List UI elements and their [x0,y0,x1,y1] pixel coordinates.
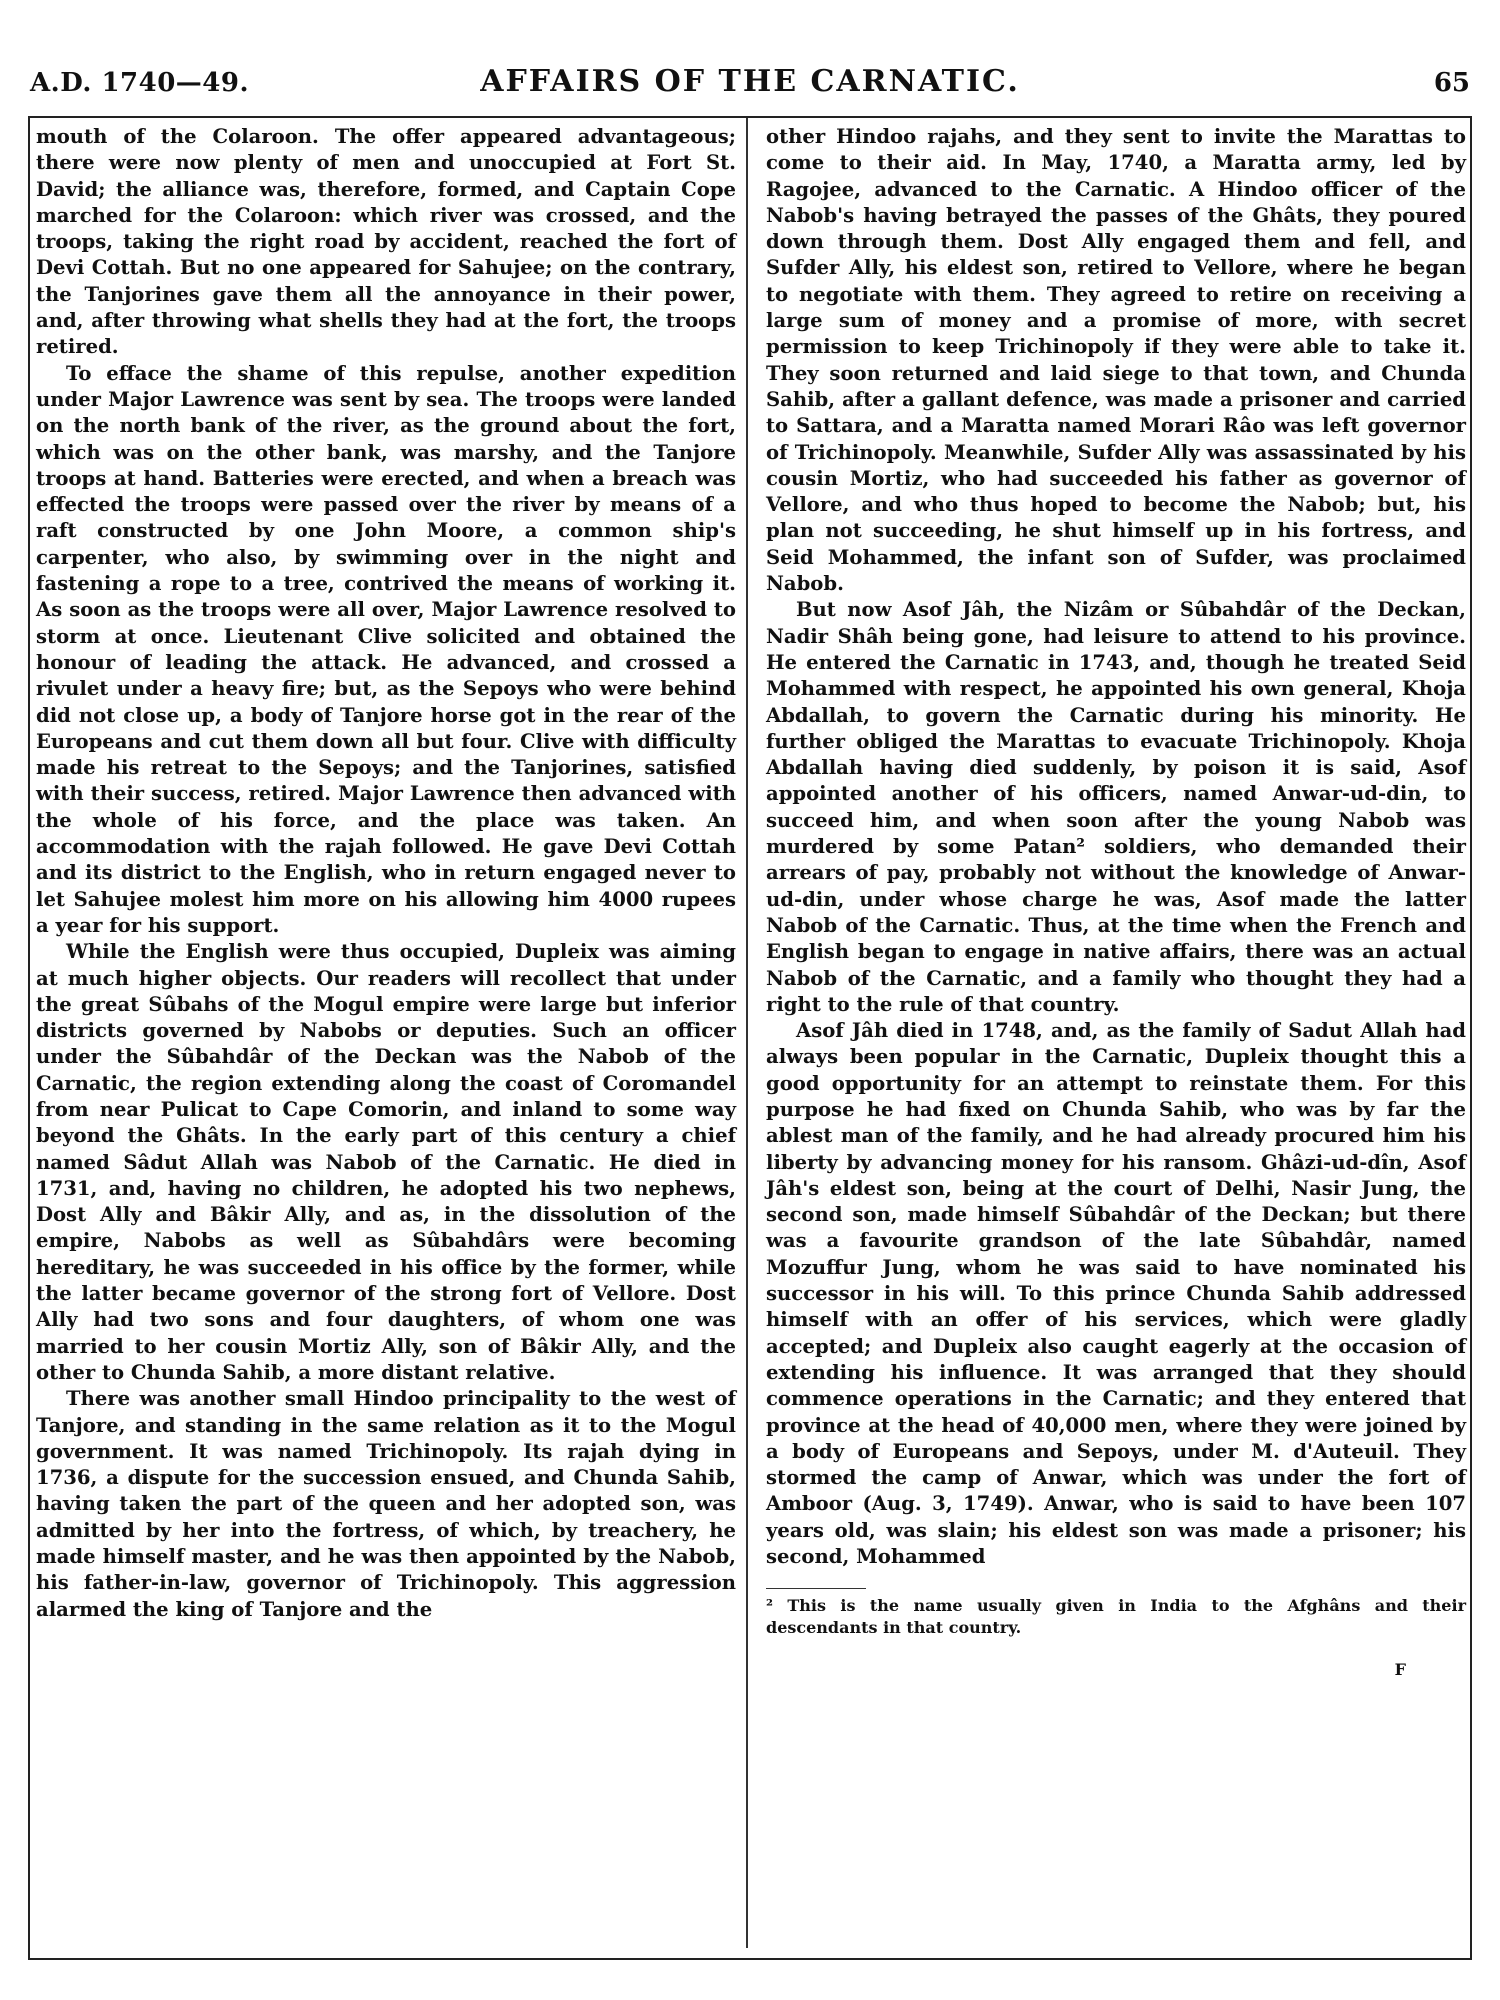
page-number: 65 [1433,68,1470,98]
right-column [766,124,1466,1684]
paragraph: But now Asof Jâh, the Nizâm or Sûbahdâr of the Deckan, Nadir Shâh being gone, had leisure to attend to his province. He entered the Carnatic in 1743, and, though he treated Seid Mohammed with respect, he appointed his own general, Khoja Abdallah, to govern the Carnatic during his minority. He further obliged the Marattas to evacuate Trichinopoly. Khoja Abdallah having died suddenly, by poison it is said, Asof appointed another of his officers, named Anwar-ud-din, to succeed him, and when soon after the young Nabob was murdered by some Patan² soldiers, who demanded their arrears of pay, probably not without the knowledge of Anwar-ud-din, under whose charge he was, Asof made the latter Nabob of the Carnatic. Thus, at the time when the French and English began to engage in native affairs, there was an actual Nabob of the Carnatic, and a family who thought they had a right to the rule of that country. [766,598,1466,1016]
column-divider [746,118,748,1948]
paragraph: There was another small Hindoo principality to the west of Tanjore, and standing in the same relation as it to the Mogul government. It was named Trichinopoly. Its rajah dying in 1736, a dispute for the succession ensued, and Chunda Sahib, having taken the part of the queen and her adopted son, was admitted by her into the fortress, of which, by treachery, he made himself master, and he was then appointed by the Nabob, his father-in-law, governor of Trichinopoly. This aggression alarmed the king of Tanjore and the [36,1387,736,1621]
signature-mark: F [1394,1660,1406,1680]
running-header [30,60,1470,110]
footnote-rule [766,1588,866,1589]
paragraph: other Hindoo rajahs, and they sent to invite the Marattas to come to their aid. In May, 1740, a Maratta army, led by Ragojee, advanced to the Carnatic. A Hindoo officer of the Nabob's having betrayed the passes of the Ghâts, they poured down through them. Dost Ally engaged them and fell, and Sufder Ally, his eldest son, retired to Vellore, where he began to negotiate with them. They agreed to retire on receiving a large sum of money and a promise of more, with secret permission to keep Trichinopoly if they were able to take it. They soon returned and laid siege to that town, and Chunda Sahib, after a gallant defence, was made a prisoner and carried to Sattara, and a Maratta named Morari Râo was left governor of Trichinopoly. Meanwhile, Sufder Ally was assassinated by his cousin Mortiz, who had succeeded his father as governor of Vellore, and who thus hoped to become the Nabob; but, his plan not succeeding, he shut himself up in his fortress, and Seid Mohammed, the infant son of Sufder, was proclaimed Nabob. [766,125,1466,596]
header-title: AFFAIRS OF THE CARNATIC. [480,64,1020,99]
paragraph: Asof Jâh died in 1748, and, as the family of Sadut Allah had always been popular in the Carnatic, Dupleix thought this a good opportunity for an attempt to reinstate them. For this purpose he had fixed on Chunda Sahib, who was by far the ablest man of the family, and he had already procured him his liberty by advancing money for his ransom. Ghâzi-ud-dîn, Asof Jâh's eldest son, being at the court of Delhi, Nasir Jung, the second son, made himself Sûbahdâr of the Deckan; but there was a favourite grandson of the late Sûbahdâr, named Mozuffur Jung, whom he was said to have nominated his successor in his will. To this prince Chunda Sahib addressed himself with an offer of his services, which were gladly accepted; and Dupleix also caught eagerly at the occasion of extending his influence. It was arranged that they should commence operations in the Carnatic; and they entered that province at the head of 40,000 men, where they were joined by a body of Europeans and Sepoys, under M. d'Auteuil. They stormed the camp of Anwar, which was under the fort of Amboor (Aug. 3, 1749). Anwar, who is said to have been 107 years old, was slain; his eldest son was made a prisoner; his second, Mohammed [766,1019,1466,1569]
paragraph: While the English were thus occupied, Dupleix was aiming at much higher objects. Our readers will recollect that under the great Sûbahs of the Mogul empire were large but inferior districts governed by Nabobs or deputies. Such an officer under the Sûbahdâr of the Deckan was the Nabob of the Carnatic, the region extending along the coast of Coromandel from near Pulicat to Cape Comorin, and inland to some way beyond the Ghâts. In the early part of this century a chief named Sâdut Allah was Nabob of the Carnatic. He died in 1731, and, having no children, he adopted his two nephews, Dost Ally and Bâkir Ally, and as, in the dissolution of the empire, Nabobs as well as Sûbahdârs were becoming hereditary, he was succeeded in his office by the former, while the latter became governor of the strong fort of Vellore. Dost Ally had two sons and four daughters, of whom one was married to her cousin Mortiz Ally, son of Bâkir Ally, and the other to Chunda Sahib, a more distant relative. [36,940,736,1384]
footnote: ² This is the name usually given in India to the Afghâns and their descendants in that country. [766,1596,1466,1638]
paragraph: To efface the shame of this repulse, another expedition under Major Lawrence was sent by sea. The troops were landed on the north bank of the river, as the ground about the fort, which was on the other bank, was marshy, and the Tanjore troops at hand. Batteries were erected, and when a breach was effected the troops were passed over the river by means of a raft constructed by one John Moore, a common ship's carpenter, who also, by swimming over in the night and fastening a rope to a tree, contrived the means of working it. As soon as the troops were all over, Major Lawrence resolved to storm at once. Lieutenant Clive solicited and obtained the honour of leading the attack. He advanced, and crossed a rivulet under a heavy fire; but, as the Sepoys who were behind did not close up, a body of Tanjore horse got in the rear of the Europeans and cut them down all but four. Clive with difficulty made his retreat to the Sepoys; and the Tanjorines, satisfied with their success, retired. Major Lawrence then advanced with the whole of his force, and the place was taken. An accommodation with the rajah followed. He gave Devi Cottah and its district to the English, who in return engaged never to let Sahujee molest him more on his allowing him 4000 rupees a year for his support. [36,361,736,937]
left-column [36,124,736,1623]
paragraph: mouth of the Colaroon. The offer appeared advantageous; there were now plenty of men and unoccupied at Fort St. David; the alliance was, therefore, formed, and Captain Cope marched for the Colaroon: which river was crossed, and the troops, taking the right road by accident, reached the fort of Devi Cottah. But no one appeared for Sahujee; on the contrary, the Tanjorines gave them all the annoyance in their power, and, after throwing what shells they had at the fort, the troops retired. [36,125,736,359]
header-date-range: A.D. 1740—49. [30,68,250,98]
